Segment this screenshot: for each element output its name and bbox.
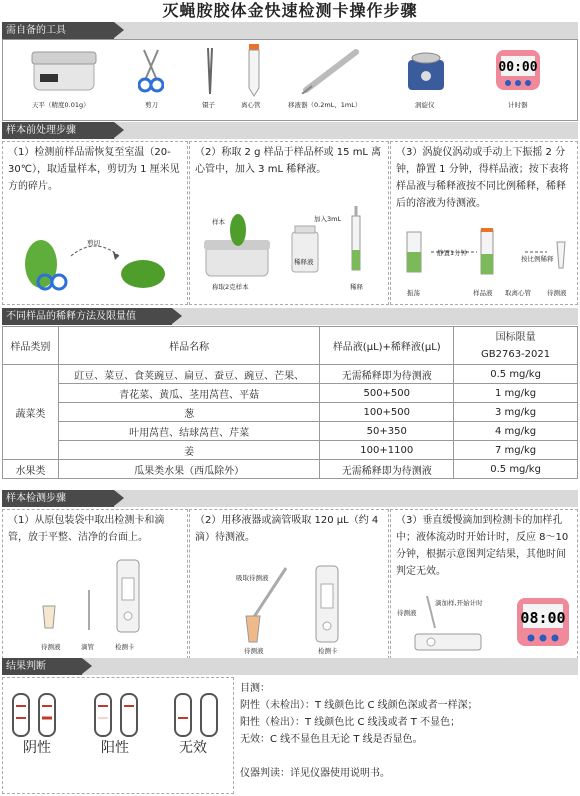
result-text bbox=[240, 680, 576, 782]
page-title: 灭蝇胺胶体金快速检测卡操作步骤 bbox=[162, 1, 418, 20]
section-dilution: 不同样品的稀释方法及限量值 bbox=[2, 308, 172, 325]
detect-step3-text: （3）垂直缓慢滴加到检测卡的加样孔中；液体流动时开始计时，反应 8～10 分钟，根据示意图判定结果，其他时间判定无效。 bbox=[396, 515, 569, 577]
result-negative-label: 阴性 bbox=[23, 740, 51, 756]
ratio-cell: 100+1100 bbox=[320, 441, 454, 460]
section-detect: 样本检测步骤 bbox=[2, 490, 114, 507]
limit-cell: 7 mg/kg bbox=[454, 441, 578, 460]
category-cell: 蔬菜类 bbox=[3, 365, 59, 460]
result-strips bbox=[9, 692, 229, 742]
tool-label: 涡旋仪 bbox=[415, 101, 435, 109]
timing-illustration bbox=[397, 596, 575, 656]
table-row bbox=[3, 384, 578, 403]
ratio-cell: 无需稀释即为待测液 bbox=[320, 460, 454, 479]
scissors-icon bbox=[138, 48, 164, 98]
section-result: 结果判断 bbox=[2, 658, 82, 675]
negative-rule: 阴性（未检出）：T 线颜色比 C 线颜色深或者一样深； bbox=[240, 700, 478, 711]
table-row bbox=[3, 460, 578, 479]
s1-caption: 待测液 bbox=[41, 643, 61, 651]
col-header: 样品名称 bbox=[58, 327, 319, 365]
add-label: 加入3mL bbox=[314, 215, 342, 223]
timer-display: 08:00 bbox=[520, 609, 566, 627]
result-positive-label: 阳性 bbox=[101, 740, 129, 756]
limit-cell: 0.5 mg/kg bbox=[454, 460, 578, 479]
tool-label: 移液器（0.2mL、1mL） bbox=[288, 101, 362, 109]
pretreat-step1 bbox=[2, 141, 188, 305]
s1-caption: 检测卡 bbox=[115, 643, 135, 651]
limit-cell: 1 mg/kg bbox=[454, 384, 578, 403]
detect-step2 bbox=[189, 509, 389, 659]
ratio-cell: 50+350 bbox=[320, 422, 454, 441]
limit-cell: 3 mg/kg bbox=[454, 403, 578, 422]
sample-label: 样本 bbox=[212, 218, 225, 226]
dilution-table bbox=[2, 326, 578, 479]
table-row bbox=[3, 422, 578, 441]
detect-step3 bbox=[390, 509, 578, 659]
positive-rule: 阳性（检出）：T 线颜色比 C 线浅或者 T 不显色； bbox=[240, 717, 461, 728]
tube-icon bbox=[246, 44, 262, 102]
s1-caption: 滴管 bbox=[81, 643, 94, 651]
still-label: 静置1分钟 bbox=[437, 249, 468, 257]
s3-label: 待测液 bbox=[397, 609, 417, 617]
table-row bbox=[3, 441, 578, 460]
ratio-cell: 无需稀释即为待测液 bbox=[320, 365, 454, 384]
table-header-row bbox=[3, 327, 578, 365]
col-header bbox=[454, 327, 578, 365]
limit-cell: 4 mg/kg bbox=[454, 422, 578, 441]
limit-header: 国标限量 bbox=[495, 331, 536, 343]
weigh-caption: 称取2克样本 bbox=[212, 283, 249, 291]
tool-label: 天平（精度0.01g） bbox=[32, 101, 90, 109]
section-tools: 需自备的工具 bbox=[2, 22, 114, 39]
card-illustration bbox=[33, 554, 173, 640]
vortex-icon bbox=[404, 46, 448, 96]
s3-caption: 取离心管 bbox=[505, 289, 531, 297]
result-invalid-label: 无效 bbox=[179, 740, 207, 756]
diluent-caption: 稀释 bbox=[350, 283, 363, 291]
tweezers-icon bbox=[203, 46, 217, 100]
col-header: 样品类别 bbox=[3, 327, 59, 365]
s3-label2: 滴加样,开始计时 bbox=[435, 599, 483, 607]
table-row bbox=[3, 403, 578, 422]
svg-text:00:00: 00:00 bbox=[498, 60, 538, 75]
invalid-rule: 无效：C 线不显色且无论 T 线是否显色。 bbox=[240, 734, 423, 745]
name-cell: 豇豆、菜豆、食荚豌豆、扁豆、蚕豆、豌豆、芒果、 bbox=[58, 365, 319, 384]
name-cell: 姜 bbox=[58, 441, 319, 460]
detect-step1-text: （1）从原包装袋中取出检测卡和滴管，放于平整、洁净的台面上。 bbox=[8, 515, 165, 543]
tool-label: 离心管 bbox=[241, 101, 261, 109]
detect-step1 bbox=[2, 509, 188, 659]
detect-step2-text: （2）用移液器或滴管吸取 120 μL（约 4 滴）待测液。 bbox=[195, 515, 379, 543]
visual-heading: 目测： bbox=[240, 683, 270, 694]
diluent-label: 稀释液 bbox=[294, 258, 314, 266]
s3-caption: 振荡 bbox=[407, 289, 420, 297]
name-cell: 葱 bbox=[58, 403, 319, 422]
s2-caption: 检测卡 bbox=[318, 647, 338, 655]
name-cell: 瓜果类水果（西瓜除外） bbox=[58, 460, 319, 479]
pretreat-step2 bbox=[189, 141, 389, 305]
cut-label: 剪切 bbox=[87, 239, 100, 247]
instrument-rule: 仪器判读：详见仪器使用说明书。 bbox=[240, 768, 390, 779]
limit-cell: 0.5 mg/kg bbox=[454, 365, 578, 384]
s2-label: 吸取待测液 bbox=[236, 574, 269, 582]
pretreat-step2-text: （2）称取 2 g 样品于样品杯或 15 mL 离心管中，加入 3 mL 稀释液。 bbox=[195, 147, 382, 175]
name-cell: 叶用莴苣、结球莴苣、芹菜 bbox=[58, 422, 319, 441]
category-cell: 水果类 bbox=[3, 460, 59, 479]
pretreat-step1-text: （1）检测前样品需恢复至室温（20-30℃），取适量样本，剪切为 1 厘米见方的碎片。 bbox=[8, 147, 180, 192]
ratio-cell: 500+500 bbox=[320, 384, 454, 403]
pipette-icon bbox=[300, 48, 360, 98]
tool-label: 计时器 bbox=[508, 101, 528, 109]
s3-caption: 待测液 bbox=[547, 289, 567, 297]
table-row bbox=[3, 365, 578, 384]
col-header: 样品液(μL)+稀释液(μL) bbox=[320, 327, 454, 365]
ratio-label: 按比例稀释 bbox=[521, 255, 554, 263]
tool-label: 剪刀 bbox=[145, 101, 158, 109]
pretreat-step3-text: （3）涡旋仪涡动或手动上下振摇 2 分钟，静置 1 分钟，得样品液；按下表将样品液与稀释液按不同比例稀释，稀释后的溶液为待测液。 bbox=[396, 147, 569, 209]
tool-label: 镊子 bbox=[202, 101, 215, 109]
ratio-cell: 100+500 bbox=[320, 403, 454, 422]
result-figure bbox=[2, 677, 234, 794]
limit-standard: GB2763-2021 bbox=[481, 348, 551, 360]
timer-icon bbox=[494, 48, 542, 96]
name-cell: 青花菜、黄瓜、茎用莴苣、平菇 bbox=[58, 384, 319, 403]
s2-caption: 待测液 bbox=[244, 647, 264, 655]
pretreat-step3 bbox=[390, 141, 578, 305]
weigh-illustration bbox=[202, 206, 382, 288]
s3-caption: 样品液 bbox=[473, 289, 493, 297]
section-pretreat: 样本前处理步骤 bbox=[2, 122, 114, 139]
scale-icon bbox=[30, 48, 98, 96]
